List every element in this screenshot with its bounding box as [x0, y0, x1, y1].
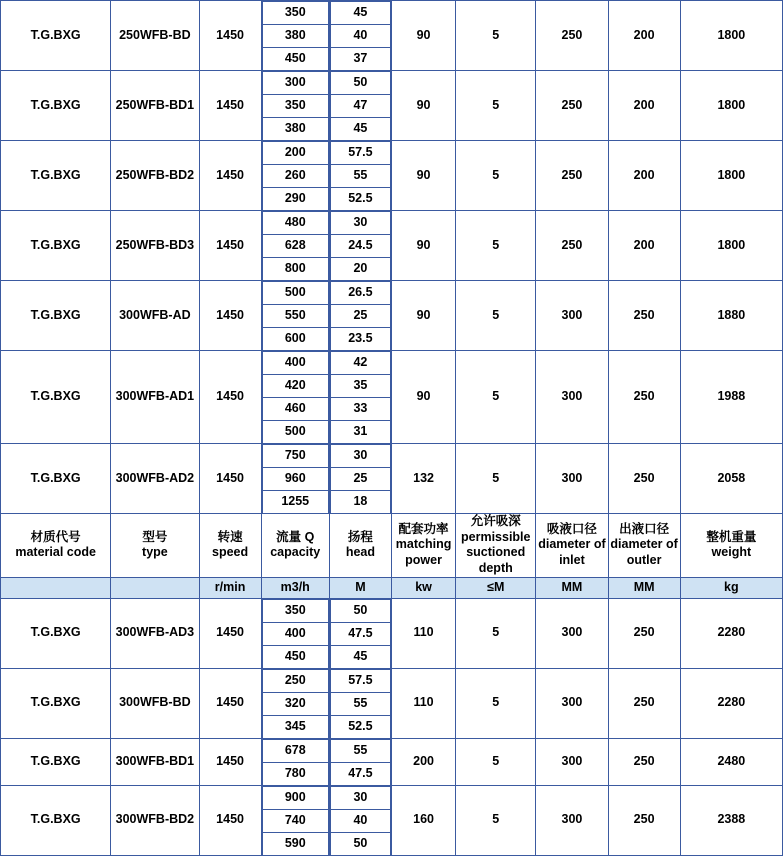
cell-material: T.G.BXG — [1, 668, 111, 738]
cell-outlet: 250 — [608, 351, 680, 444]
cell-capacity-group — [261, 738, 329, 785]
cell-capacity-group — [261, 785, 329, 855]
cell-head-group — [329, 738, 391, 785]
cell-type: 250WFB-BD1 — [111, 71, 199, 141]
cell-head: 52.5 — [330, 715, 390, 738]
table-row — [1, 444, 783, 514]
cell-power: 90 — [391, 141, 455, 211]
cell-capacity-group — [261, 71, 329, 141]
cell-depth: 5 — [456, 738, 536, 785]
header-depth-cn: 允许吸深 — [470, 514, 521, 528]
cell-material: T.G.BXG — [1, 785, 111, 855]
cell-inlet: 300 — [536, 281, 608, 351]
header-speed — [199, 514, 261, 578]
unit-material-code — [1, 577, 111, 598]
cell-capacity: 400 — [262, 622, 328, 645]
cell-speed: 1450 — [199, 444, 261, 514]
cell-head-group — [329, 211, 391, 281]
cell-inlet: 300 — [536, 351, 608, 444]
cell-capacity: 628 — [262, 235, 328, 258]
cell-material: T.G.BXG — [1, 444, 111, 514]
cell-capacity: 1255 — [262, 491, 328, 514]
cell-speed: 1450 — [199, 211, 261, 281]
header-material-code-cn: 材质代号 — [30, 529, 81, 544]
cell-capacity: 450 — [262, 645, 328, 668]
cell-type: 300WFB-BD1 — [111, 738, 199, 785]
cell-head: 45 — [330, 118, 390, 141]
table-row — [1, 71, 783, 141]
cell-capacity: 250 — [262, 669, 328, 692]
cell-capacity: 960 — [262, 468, 328, 491]
cell-power: 200 — [391, 738, 455, 785]
cell-inlet: 250 — [536, 211, 608, 281]
cell-capacity-group — [261, 598, 329, 668]
unit-power: kw — [391, 577, 455, 598]
table-row — [1, 785, 783, 855]
cell-head: 55 — [330, 165, 390, 188]
cell-depth: 5 — [456, 71, 536, 141]
cell-type: 300WFB-BD2 — [111, 785, 199, 855]
cell-capacity-group — [261, 1, 329, 71]
cell-head-group — [329, 668, 391, 738]
cell-outlet: 250 — [608, 668, 680, 738]
cell-depth: 5 — [456, 785, 536, 855]
cell-power: 110 — [391, 668, 455, 738]
cell-capacity: 500 — [262, 282, 328, 305]
cell-head: 25 — [330, 305, 390, 328]
cell-capacity: 300 — [262, 72, 328, 95]
cell-material: T.G.BXG — [1, 351, 111, 444]
unit-inlet: MM — [536, 577, 608, 598]
table-header-row — [1, 514, 783, 578]
header-material-code — [1, 514, 111, 578]
cell-power: 90 — [391, 1, 455, 71]
cell-power: 90 — [391, 281, 455, 351]
cell-type: 300WFB-AD1 — [111, 351, 199, 444]
cell-head: 25 — [330, 468, 390, 491]
table-row — [1, 141, 783, 211]
cell-speed: 1450 — [199, 351, 261, 444]
cell-type: 300WFB-AD — [111, 281, 199, 351]
cell-weight: 1880 — [680, 281, 782, 351]
cell-head-group — [329, 598, 391, 668]
cell-power: 90 — [391, 211, 455, 281]
cell-head: 45 — [330, 2, 390, 25]
cell-capacity: 380 — [262, 118, 328, 141]
header-outlet — [608, 514, 680, 578]
cell-head: 50 — [330, 832, 390, 855]
header-head-cn: 扬程 — [347, 529, 373, 544]
unit-speed: r/min — [199, 577, 261, 598]
cell-head: 55 — [330, 692, 390, 715]
header-depth-en: permissible suctioned depth — [461, 529, 531, 575]
cell-head: 47.5 — [330, 762, 390, 785]
cell-material: T.G.BXG — [1, 211, 111, 281]
cell-head: 55 — [330, 739, 390, 762]
cell-capacity: 420 — [262, 375, 328, 398]
header-power — [391, 514, 455, 578]
cell-power: 90 — [391, 351, 455, 444]
cell-depth: 5 — [456, 668, 536, 738]
cell-capacity: 350 — [262, 95, 328, 118]
unit-type — [111, 577, 199, 598]
cell-inlet: 250 — [536, 141, 608, 211]
cell-head: 30 — [330, 212, 390, 235]
cell-capacity: 460 — [262, 398, 328, 421]
unit-capacity: m3/h — [261, 577, 329, 598]
cell-inlet: 300 — [536, 785, 608, 855]
cell-capacity: 380 — [262, 25, 328, 48]
cell-material: T.G.BXG — [1, 1, 111, 71]
cell-inlet: 250 — [536, 1, 608, 71]
cell-material: T.G.BXG — [1, 281, 111, 351]
cell-head: 40 — [330, 809, 390, 832]
cell-depth: 5 — [456, 141, 536, 211]
cell-head: 26.5 — [330, 282, 390, 305]
cell-weight: 2388 — [680, 785, 782, 855]
unit-depth: ≤M — [456, 577, 536, 598]
cell-head-group — [329, 785, 391, 855]
table-units-row — [1, 577, 783, 598]
cell-power: 160 — [391, 785, 455, 855]
cell-outlet: 200 — [608, 1, 680, 71]
cell-outlet: 250 — [608, 598, 680, 668]
header-depth — [456, 514, 536, 578]
cell-speed: 1450 — [199, 141, 261, 211]
cell-head: 47 — [330, 95, 390, 118]
header-weight-cn: 整机重量 — [706, 529, 757, 544]
cell-speed: 1450 — [199, 598, 261, 668]
header-weight-en: weight — [711, 545, 752, 560]
cell-head: 40 — [330, 25, 390, 48]
cell-weight: 1800 — [680, 211, 782, 281]
cell-weight: 1800 — [680, 1, 782, 71]
table-row — [1, 351, 783, 444]
unit-weight: kg — [680, 577, 782, 598]
cell-head: 50 — [330, 599, 390, 622]
cell-inlet: 300 — [536, 738, 608, 785]
header-power-cn: 配套功率 — [398, 521, 449, 536]
cell-head-group — [329, 444, 391, 514]
cell-head-group — [329, 141, 391, 211]
cell-head: 57.5 — [330, 142, 390, 165]
cell-capacity: 750 — [262, 445, 328, 468]
cell-head: 30 — [330, 445, 390, 468]
cell-capacity: 800 — [262, 258, 328, 281]
table-row — [1, 281, 783, 351]
cell-capacity: 678 — [262, 739, 328, 762]
header-head — [329, 514, 391, 578]
table-row — [1, 738, 783, 785]
cell-capacity: 290 — [262, 188, 328, 211]
cell-head: 47.5 — [330, 622, 390, 645]
cell-capacity-group — [261, 141, 329, 211]
cell-speed: 1450 — [199, 281, 261, 351]
cell-head: 45 — [330, 645, 390, 668]
header-capacity-cn: 流量 Q — [276, 529, 315, 544]
cell-depth: 5 — [456, 351, 536, 444]
header-head-en: head — [345, 545, 375, 560]
cell-capacity-group — [261, 668, 329, 738]
cell-capacity: 320 — [262, 692, 328, 715]
header-outlet-en: diameter of outler — [610, 537, 678, 568]
cell-capacity: 900 — [262, 786, 328, 809]
table-row — [1, 668, 783, 738]
cell-head: 42 — [330, 352, 390, 375]
cell-head-group — [329, 351, 391, 444]
cell-weight: 1800 — [680, 71, 782, 141]
cell-depth: 5 — [456, 598, 536, 668]
cell-capacity: 350 — [262, 599, 328, 622]
cell-material: T.G.BXG — [1, 71, 111, 141]
cell-head: 30 — [330, 786, 390, 809]
header-capacity — [261, 514, 329, 578]
cell-weight: 1800 — [680, 141, 782, 211]
cell-type: 300WFB-AD3 — [111, 598, 199, 668]
cell-power: 110 — [391, 598, 455, 668]
cell-head: 50 — [330, 72, 390, 95]
cell-capacity: 590 — [262, 832, 328, 855]
header-inlet — [536, 514, 608, 578]
cell-head: 23.5 — [330, 328, 390, 351]
cell-outlet: 250 — [608, 785, 680, 855]
cell-inlet: 300 — [536, 598, 608, 668]
header-speed-en: speed — [212, 545, 249, 560]
cell-type: 250WFB-BD2 — [111, 141, 199, 211]
cell-speed: 1450 — [199, 668, 261, 738]
cell-head-group — [329, 281, 391, 351]
cell-capacity: 350 — [262, 2, 328, 25]
cell-capacity-group — [261, 281, 329, 351]
cell-speed: 1450 — [199, 1, 261, 71]
header-type-cn: 型号 — [142, 529, 168, 544]
header-power-en: matching power — [395, 537, 452, 568]
table-body-top — [1, 1, 783, 856]
cell-outlet: 200 — [608, 141, 680, 211]
cell-depth: 5 — [456, 281, 536, 351]
cell-weight: 2280 — [680, 598, 782, 668]
header-weight — [680, 514, 782, 578]
cell-capacity: 740 — [262, 809, 328, 832]
header-capacity-en: capacity — [270, 545, 321, 560]
cell-capacity-group — [261, 211, 329, 281]
cell-outlet: 200 — [608, 71, 680, 141]
table-row — [1, 598, 783, 668]
cell-capacity: 480 — [262, 212, 328, 235]
cell-inlet: 300 — [536, 444, 608, 514]
cell-speed: 1450 — [199, 785, 261, 855]
cell-capacity: 260 — [262, 165, 328, 188]
cell-inlet: 250 — [536, 71, 608, 141]
cell-capacity: 450 — [262, 48, 328, 71]
cell-capacity: 550 — [262, 305, 328, 328]
cell-capacity: 200 — [262, 142, 328, 165]
header-inlet-en: diameter of inlet — [538, 537, 606, 568]
unit-outlet: MM — [608, 577, 680, 598]
cell-capacity: 780 — [262, 762, 328, 785]
cell-weight: 2480 — [680, 738, 782, 785]
cell-speed: 1450 — [199, 738, 261, 785]
cell-material: T.G.BXG — [1, 598, 111, 668]
cell-head: 35 — [330, 375, 390, 398]
cell-type: 300WFB-AD2 — [111, 444, 199, 514]
cell-inlet: 300 — [536, 668, 608, 738]
header-outlet-cn: 出液口径 — [619, 521, 670, 536]
header-inlet-cn: 吸液口径 — [546, 521, 597, 536]
cell-type: 300WFB-BD — [111, 668, 199, 738]
cell-capacity: 600 — [262, 328, 328, 351]
cell-weight: 2280 — [680, 668, 782, 738]
unit-head: M — [329, 577, 391, 598]
cell-depth: 5 — [456, 211, 536, 281]
cell-head-group — [329, 1, 391, 71]
cell-type: 250WFB-BD3 — [111, 211, 199, 281]
cell-weight: 2058 — [680, 444, 782, 514]
cell-head: 31 — [330, 421, 390, 444]
cell-power: 132 — [391, 444, 455, 514]
cell-capacity: 345 — [262, 715, 328, 738]
cell-head: 52.5 — [330, 188, 390, 211]
cell-speed: 1450 — [199, 71, 261, 141]
cell-capacity-group — [261, 444, 329, 514]
table-row — [1, 1, 783, 71]
header-type — [111, 514, 199, 578]
cell-outlet: 250 — [608, 444, 680, 514]
cell-outlet: 200 — [608, 211, 680, 281]
cell-head: 24.5 — [330, 235, 390, 258]
cell-capacity: 500 — [262, 421, 328, 444]
cell-head: 57.5 — [330, 669, 390, 692]
cell-outlet: 250 — [608, 738, 680, 785]
header-speed-cn: 转速 — [217, 529, 243, 544]
header-type-en: type — [142, 545, 168, 560]
cell-weight: 1988 — [680, 351, 782, 444]
table-row — [1, 211, 783, 281]
cell-depth: 5 — [456, 1, 536, 71]
cell-head: 37 — [330, 48, 390, 71]
cell-head-group — [329, 71, 391, 141]
header-material-code-en: material code — [15, 545, 96, 560]
cell-outlet: 250 — [608, 281, 680, 351]
cell-capacity: 400 — [262, 352, 328, 375]
cell-head: 18 — [330, 491, 390, 514]
cell-type: 250WFB-BD — [111, 1, 199, 71]
cell-power: 90 — [391, 71, 455, 141]
cell-capacity-group — [261, 351, 329, 444]
cell-head: 20 — [330, 258, 390, 281]
cell-material: T.G.BXG — [1, 738, 111, 785]
cell-depth: 5 — [456, 444, 536, 514]
cell-head: 33 — [330, 398, 390, 421]
cell-material: T.G.BXG — [1, 141, 111, 211]
